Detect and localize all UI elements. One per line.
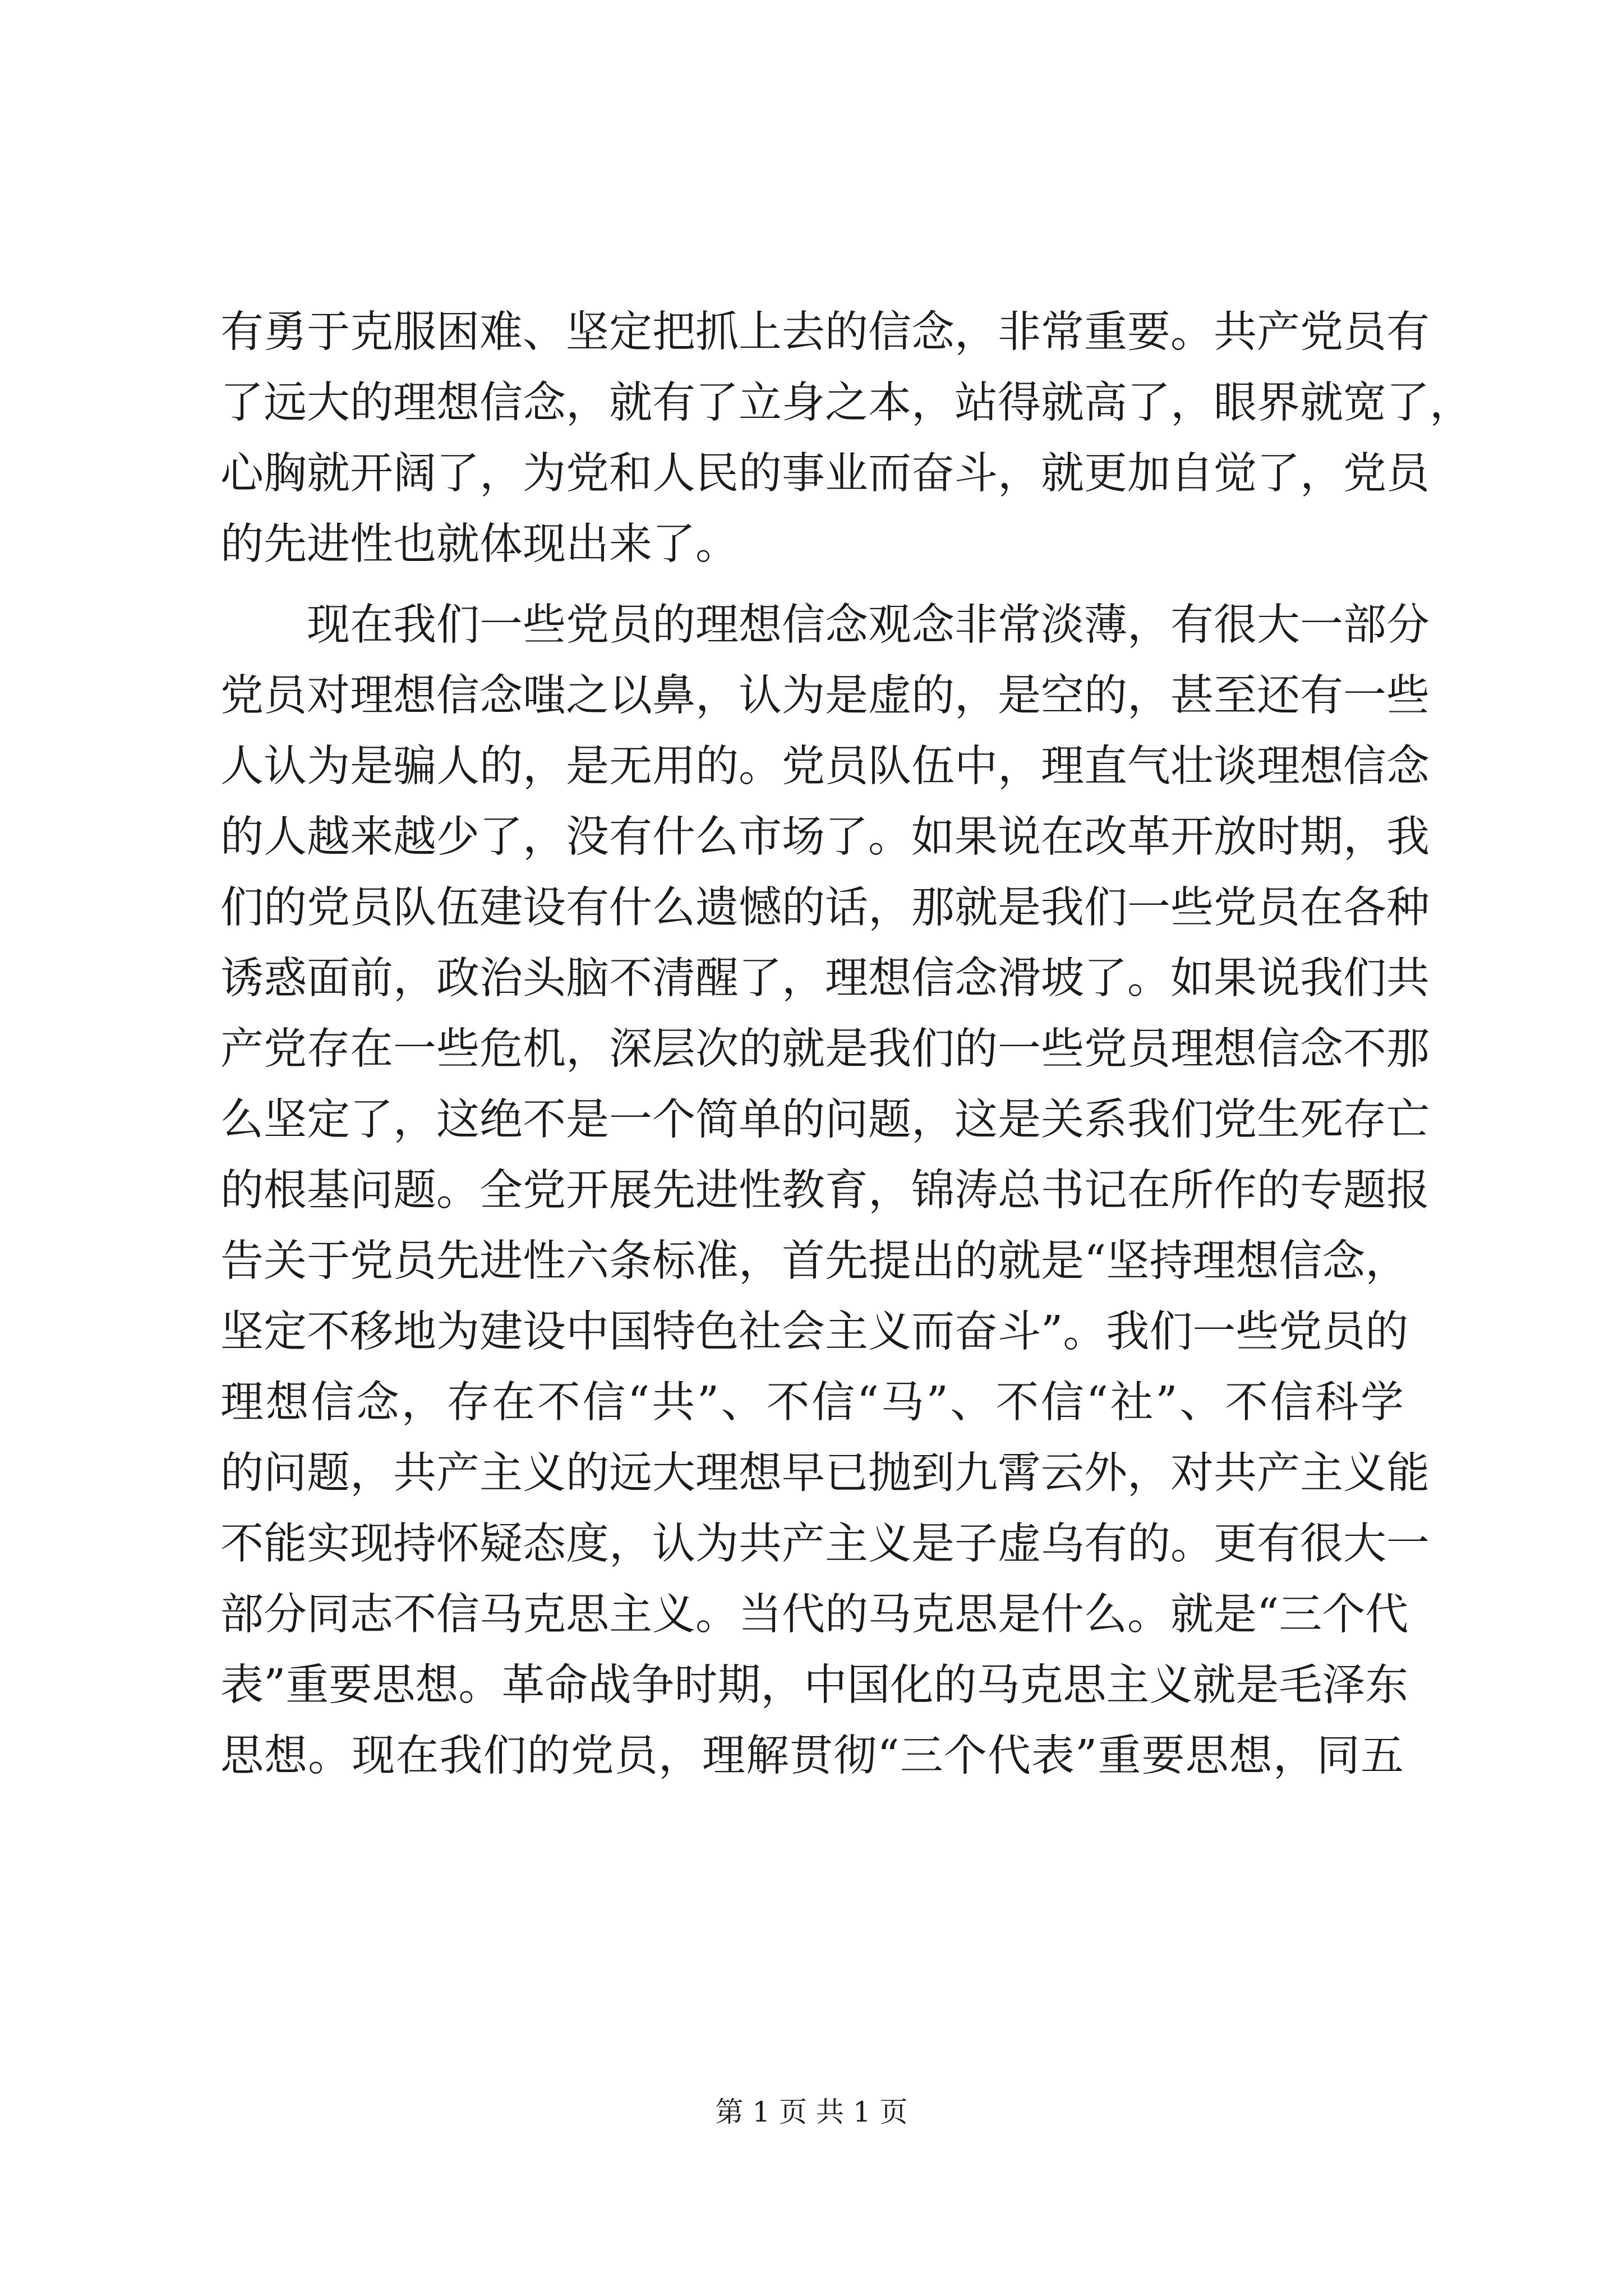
text-line: 现在我们一些党员的理想信念观念非常淡薄，有很大一部分: [307, 600, 1430, 650]
text-line: 告关于党员先进性六条标准，首先提出的就是“坚持理想信念，: [220, 1236, 1409, 1286]
text-line: 部分同志不信马克思主义。当代的马克思是什么。就是“三个代: [220, 1590, 1409, 1640]
text-line: 不能实现持怀疑态度，认为共产主义是子虚乌有的。更有很大一: [220, 1519, 1430, 1569]
text-line: 的人越来越少了，没有什么市场了。如果说在改革开放时期，我: [220, 812, 1430, 862]
text-line: 了远大的理想信念，就有了立身之本，站得就高了，眼界就宽了，: [220, 378, 1473, 428]
text-line: 坚定不移地为建设中国特色社会主义而奋斗”。我们一些党员的: [220, 1307, 1409, 1357]
page-footer: [0, 2090, 1623, 2130]
text-line: 的根基问题。全党开展先进性教育，锦涛总书记在所作的专题报: [220, 1166, 1430, 1216]
text-line: 党员对理想信念嗤之以鼻，认为是虚的，是空的，甚至还有一些: [220, 671, 1430, 721]
text-line: 们的党员队伍建设有什么遗憾的话，那就是我们一些党员在各种: [220, 883, 1430, 933]
text-line: 人认为是骗人的，是无用的。党员队伍中，理直气壮谈理想信念: [220, 742, 1430, 792]
text-line: 心胸就开阔了，为党和人民的事业而奋斗，就更加自觉了，党员: [220, 449, 1430, 499]
text-line: 产党存在一些危机，深层次的就是我们的一些党员理想信念不那: [220, 1024, 1430, 1074]
body-text: [220, 297, 1473, 1792]
page-number-label: 第 1 页 共 1 页: [715, 2096, 908, 2128]
text-line: 表”重要思想。革命战争时期，中国化的马克思主义就是毛泽东: [220, 1660, 1409, 1710]
text-line: 理想信念，存在不信“共”、不信“马”、不信“社”、不信科学: [220, 1378, 1404, 1428]
text-line: 诱惑面前，政治头脑不清醒了，理想信念滑坡了。如果说我们共: [220, 954, 1430, 1004]
text-line: 思想。现在我们的党员，理解贯彻“三个代表”重要思想，同五: [220, 1731, 1404, 1781]
text-line: 有勇于克服困难、坚定把抓上去的信念，非常重要。共产党员有: [220, 307, 1430, 357]
text-line: 么坚定了，这绝不是一个简单的问题，这是关系我们党生死存亡: [220, 1095, 1430, 1145]
text-line: 的问题，共产主义的远大理想早已抛到九霄云外，对共产主义能: [220, 1448, 1430, 1498]
text-line: 的先进性也就体现出来了。: [220, 519, 739, 569]
